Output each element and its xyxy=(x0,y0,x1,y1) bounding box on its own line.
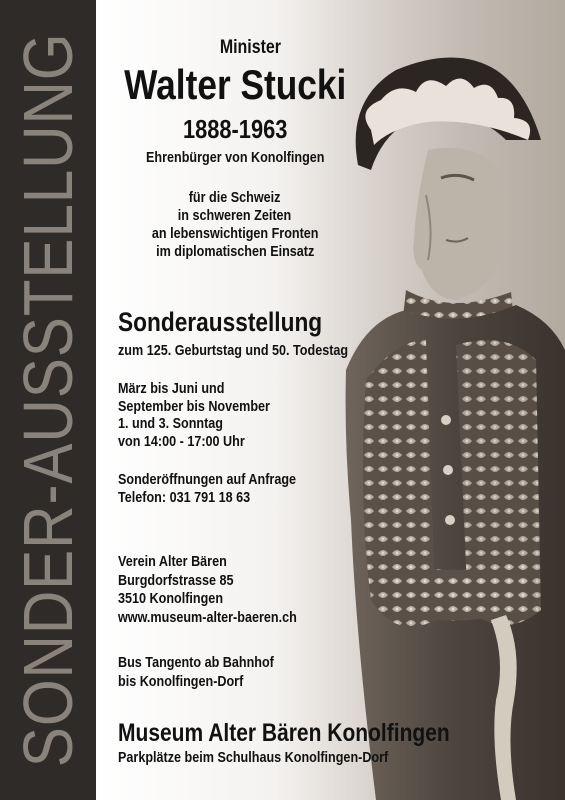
museum-name: Museum Alter Bären Konolfingen xyxy=(118,719,450,747)
tagline: für die Schweiz in schweren Zeiten an lebenswichtigen Fronten im diplomatischen Einsatz xyxy=(151,189,319,260)
life-years: 1888-1963 xyxy=(182,114,288,144)
parking-info: Parkplätze beim Schulhaus Konolfingen-Dorf xyxy=(118,749,389,766)
exhibition-schedule: März bis Juni und September bis November 1. und 3. Sonntag von 14:00 - 17:00 Uhr xyxy=(118,380,270,450)
special-openings: Sonderöffnungen auf Anfrage Telefon: 031 791 18 63 xyxy=(118,471,297,506)
address-block: Verein Alter Bären Burgdorfstrasse 85 3510 Konolfingen www.museum-alter-baeren.ch xyxy=(118,553,297,626)
side-label-text: SONDER-AUSSTELLUNG xyxy=(9,32,87,768)
exhibition-subtitle: zum 125. Geburtstag und 50. Todestag xyxy=(118,342,349,359)
transport-info: Bus Tangento ab Bahnhof bis Konolfingen-Dorf xyxy=(118,654,274,690)
role-title: Minister xyxy=(219,37,281,58)
website-link[interactable]: www.museum-alter-baeren.ch xyxy=(118,608,297,626)
honor-line: Ehrenbürger von Konolfingen xyxy=(145,149,325,166)
exhibition-title: Sonderausstellung xyxy=(118,307,323,337)
side-band xyxy=(0,0,96,800)
side-label xyxy=(0,0,96,800)
person-name: Walter Stucki xyxy=(123,61,347,108)
